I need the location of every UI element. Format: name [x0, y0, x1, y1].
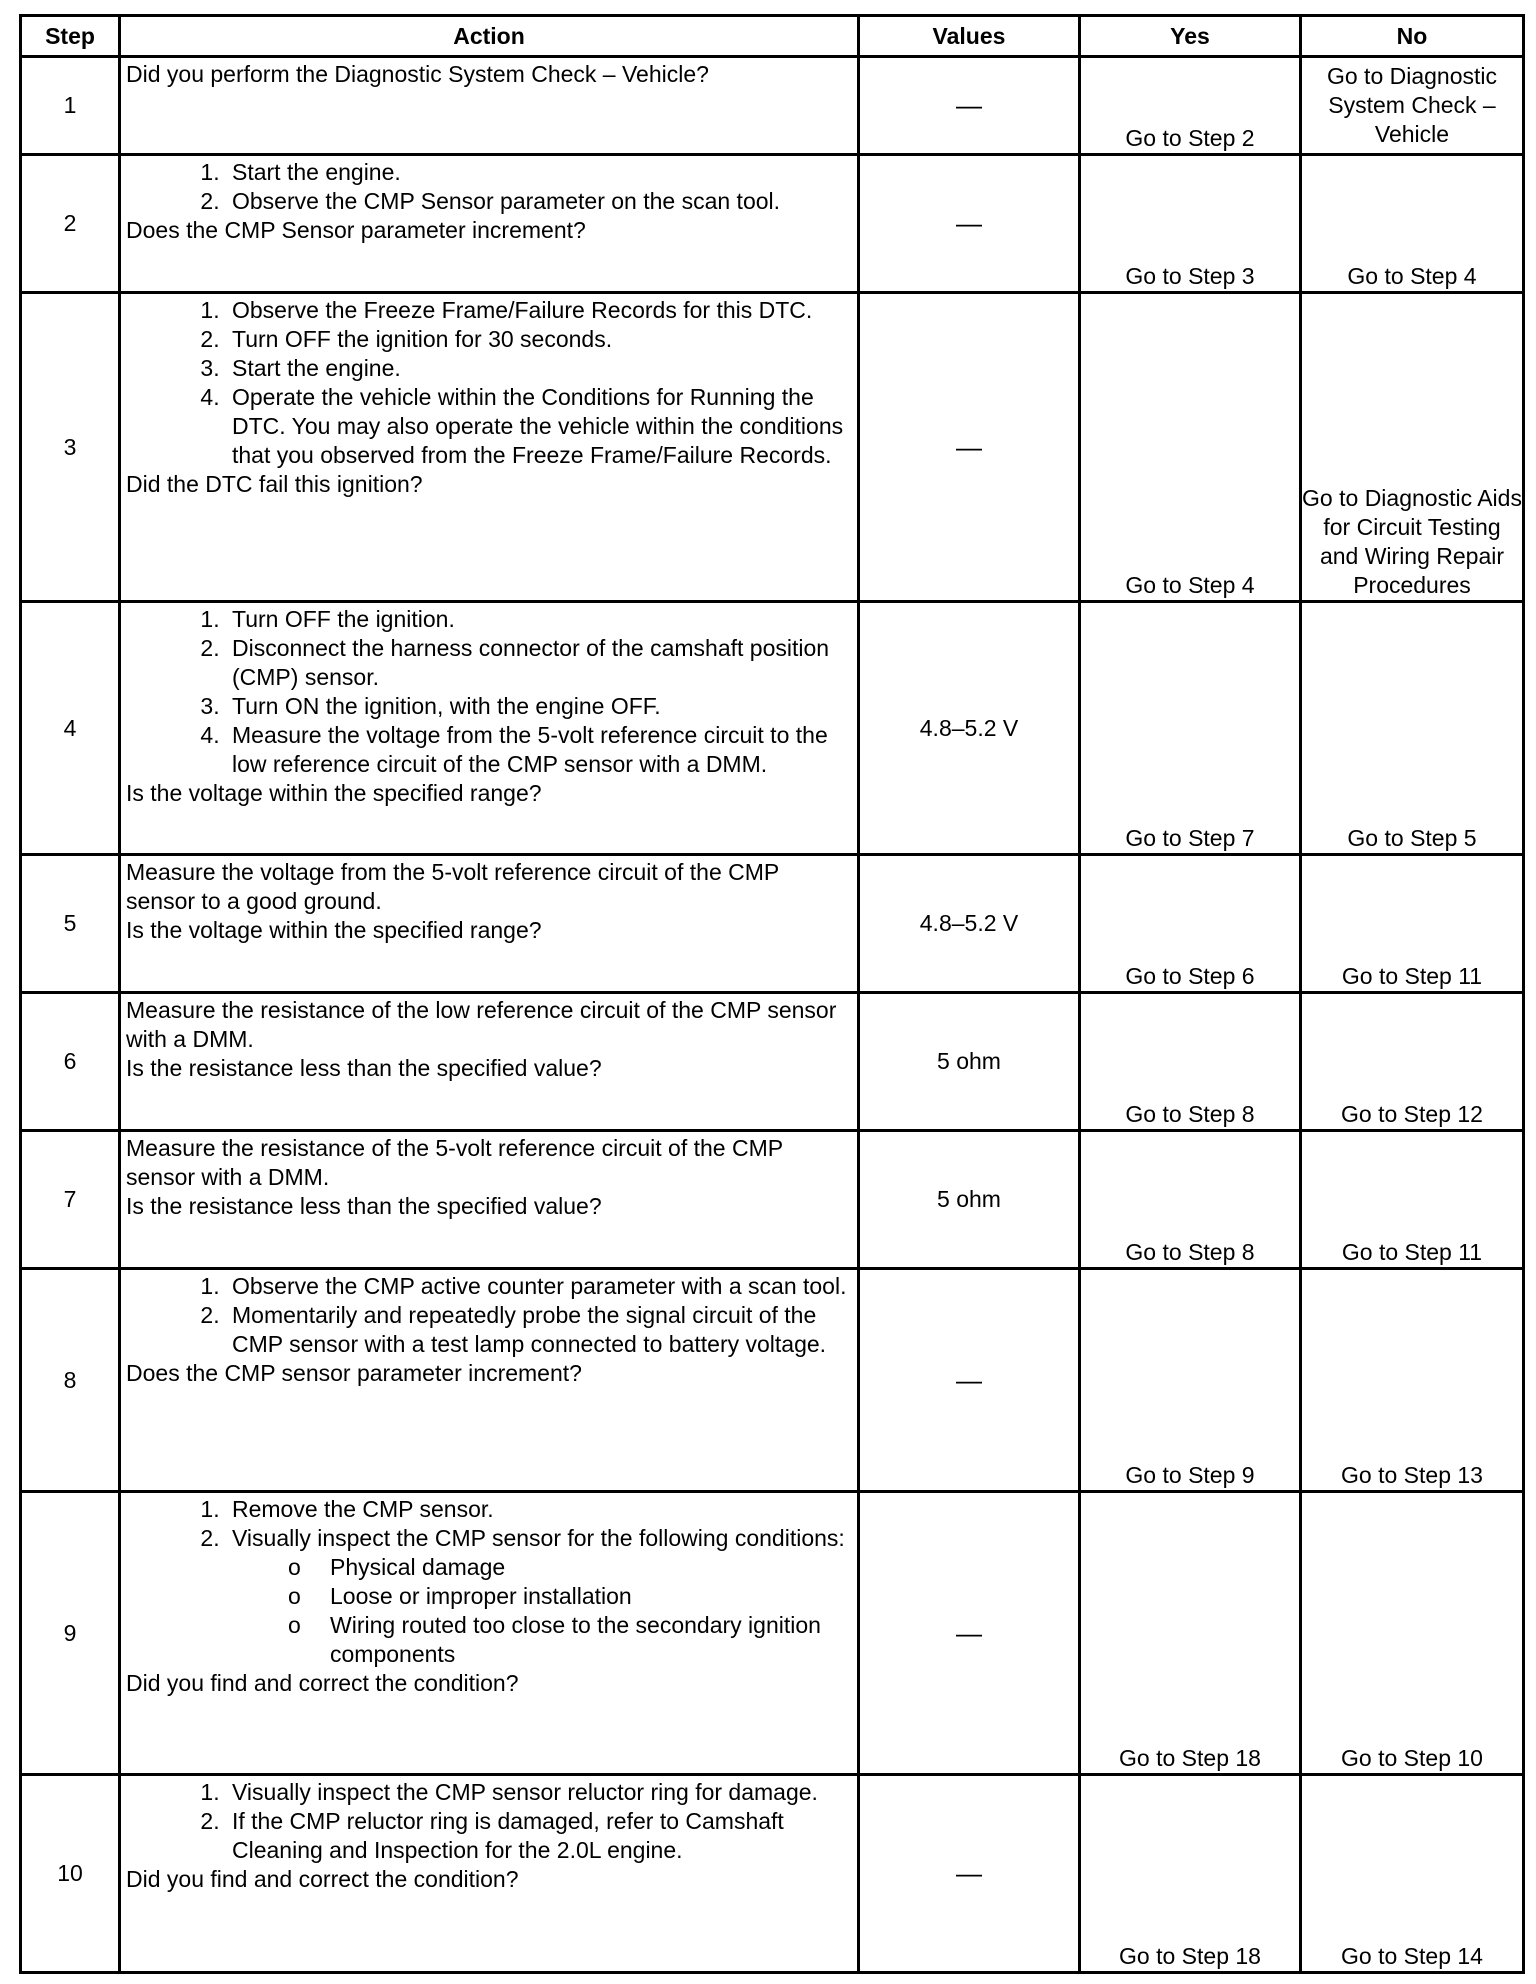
- action-step: 3. Start the engine.: [226, 354, 849, 383]
- action-step: 1. Observe the CMP active counter parameter with a scan tool.: [226, 1272, 849, 1301]
- action-question: Is the voltage within the specified range?: [126, 917, 542, 943]
- yes-cell: Go to Step 8: [1080, 993, 1301, 1131]
- action-cell: [120, 1775, 859, 1973]
- action-step: 2. Observe the CMP Sensor parameter on the scan tool.: [226, 187, 849, 216]
- condition-item: o Loose or improper installation: [330, 1582, 849, 1611]
- diagnostic-table: [19, 14, 1525, 1974]
- values-cell: —: [859, 57, 1080, 155]
- yes-cell: Go to Step 6: [1080, 855, 1301, 993]
- yes-cell: Go to Step 18: [1080, 1775, 1301, 1973]
- action-question: Is the resistance less than the specified value?: [126, 1193, 602, 1219]
- action-question: Does the CMP sensor parameter increment?: [126, 1360, 582, 1386]
- values-cell: 4.8–5.2 V: [859, 602, 1080, 855]
- header-row: [21, 16, 1524, 57]
- values-cell: —: [859, 293, 1080, 602]
- table-row: [21, 293, 1524, 602]
- action-steps: [126, 605, 849, 779]
- action-step: 1. Visually inspect the CMP sensor reluctor ring for damage.: [226, 1778, 849, 1807]
- values-cell: —: [859, 155, 1080, 293]
- action-step: 3. Turn ON the ignition, with the engine OFF.: [226, 692, 849, 721]
- no-cell: Go to Step 10: [1301, 1492, 1524, 1775]
- no-cell: Go to Step 11: [1301, 1131, 1524, 1269]
- action-steps: [126, 1272, 849, 1359]
- action-intro: Measure the voltage from the 5-volt reference circuit of the CMP sensor to a good ground.: [126, 859, 779, 914]
- action-question: Is the voltage within the specified range?: [126, 780, 542, 806]
- yes-cell: Go to Step 8: [1080, 1131, 1301, 1269]
- values-cell: —: [859, 1775, 1080, 1973]
- action-steps: [126, 1495, 849, 1669]
- action-step: 4. Measure the voltage from the 5-volt reference circuit to the low reference circuit of the CMP sensor with a DMM.: [226, 721, 849, 779]
- values-cell: 5 ohm: [859, 993, 1080, 1131]
- yes-cell: Go to Step 3: [1080, 155, 1301, 293]
- action-cell: [120, 1492, 859, 1775]
- no-cell: Go to Step 5: [1301, 602, 1524, 855]
- no-cell: Go to Step 4: [1301, 155, 1524, 293]
- action-cell: [120, 993, 859, 1131]
- action-cell: [120, 602, 859, 855]
- action-step: 2. Disconnect the harness connector of the camshaft position (CMP) sensor.: [226, 634, 849, 692]
- action-steps: [126, 296, 849, 470]
- action-question: Is the resistance less than the specified value?: [126, 1055, 602, 1081]
- no-cell: Go to Step 14: [1301, 1775, 1524, 1973]
- action-cell: [120, 57, 859, 155]
- table-row: [21, 1269, 1524, 1492]
- action-step: 4. Operate the vehicle within the Conditions for Running the DTC. You may also operate the vehicle within the conditions that you observed from the Freeze Frame/Failure Records.: [226, 383, 849, 470]
- yes-cell: Go to Step 9: [1080, 1269, 1301, 1492]
- action-step: 1. Observe the Freeze Frame/Failure Records for this DTC.: [226, 296, 849, 325]
- action-question: Did you find and correct the condition?: [126, 1670, 519, 1696]
- values-cell: —: [859, 1269, 1080, 1492]
- step-number: 10: [21, 1775, 120, 1973]
- action-step: 1. Turn OFF the ignition.: [226, 605, 849, 634]
- step-number: 7: [21, 1131, 120, 1269]
- values-cell: —: [859, 1492, 1080, 1775]
- action-intro: Measure the resistance of the 5-volt reference circuit of the CMP sensor with a DMM.: [126, 1135, 783, 1190]
- action-step-text: Visually inspect the CMP sensor for the following conditions:: [232, 1525, 845, 1551]
- step-number: 9: [21, 1492, 120, 1775]
- condition-list: [232, 1553, 849, 1669]
- table-row: [21, 1131, 1524, 1269]
- header-step: Step: [21, 16, 120, 57]
- action-cell: [120, 1131, 859, 1269]
- table-row: [21, 855, 1524, 993]
- no-cell: Go to Step 11: [1301, 855, 1524, 993]
- action-intro: Measure the resistance of the low reference circuit of the CMP sensor with a DMM.: [126, 997, 837, 1052]
- step-number: 1: [21, 57, 120, 155]
- yes-cell: Go to Step 2: [1080, 57, 1301, 155]
- table-row: [21, 1775, 1524, 1973]
- step-number: 6: [21, 993, 120, 1131]
- action-step: 2. Momentarily and repeatedly probe the signal circuit of the CMP sensor with a test lamp connected to battery voltage.: [226, 1301, 849, 1359]
- table-row: [21, 155, 1524, 293]
- action-step: 2. If the CMP reluctor ring is damaged, refer to Camshaft Cleaning and Inspection for the 2.0L engine.: [226, 1807, 849, 1865]
- no-cell: Go to Diagnostic System Check – Vehicle: [1301, 57, 1524, 155]
- yes-cell: Go to Step 18: [1080, 1492, 1301, 1775]
- table-row: [21, 993, 1524, 1131]
- action-steps: [126, 1778, 849, 1865]
- action-cell: [120, 855, 859, 993]
- action-intro: Did you perform the Diagnostic System Check – Vehicle?: [126, 61, 709, 87]
- table-row: [21, 57, 1524, 155]
- action-cell: [120, 1269, 859, 1492]
- action-step: 2. Turn OFF the ignition for 30 seconds.: [226, 325, 849, 354]
- header-values: Values: [859, 16, 1080, 57]
- table-row: [21, 1492, 1524, 1775]
- no-cell: Go to Diagnostic Aids for Circuit Testing and Wiring Repair Procedures: [1301, 293, 1524, 602]
- step-number: 8: [21, 1269, 120, 1492]
- action-cell: [120, 155, 859, 293]
- header-no: No: [1301, 16, 1524, 57]
- action-step: [226, 1524, 849, 1669]
- yes-cell: Go to Step 7: [1080, 602, 1301, 855]
- action-step: 1. Start the engine.: [226, 158, 849, 187]
- action-step: 1. Remove the CMP sensor.: [226, 1495, 849, 1524]
- action-question: Did the DTC fail this ignition?: [126, 471, 423, 497]
- header-action: Action: [120, 16, 859, 57]
- no-cell: Go to Step 12: [1301, 993, 1524, 1131]
- step-number: 3: [21, 293, 120, 602]
- condition-item: o Physical damage: [330, 1553, 849, 1582]
- action-steps: [126, 158, 849, 216]
- step-number: 5: [21, 855, 120, 993]
- header-yes: Yes: [1080, 16, 1301, 57]
- action-cell: [120, 293, 859, 602]
- values-cell: 4.8–5.2 V: [859, 855, 1080, 993]
- values-cell: 5 ohm: [859, 1131, 1080, 1269]
- yes-cell: Go to Step 4: [1080, 293, 1301, 602]
- step-number: 4: [21, 602, 120, 855]
- action-question: Does the CMP Sensor parameter increment?: [126, 217, 586, 243]
- no-cell: Go to Step 13: [1301, 1269, 1524, 1492]
- condition-item: o Wiring routed too close to the secondary ignition components: [330, 1611, 849, 1669]
- step-number: 2: [21, 155, 120, 293]
- table-row: [21, 602, 1524, 855]
- action-question: Did you find and correct the condition?: [126, 1866, 519, 1892]
